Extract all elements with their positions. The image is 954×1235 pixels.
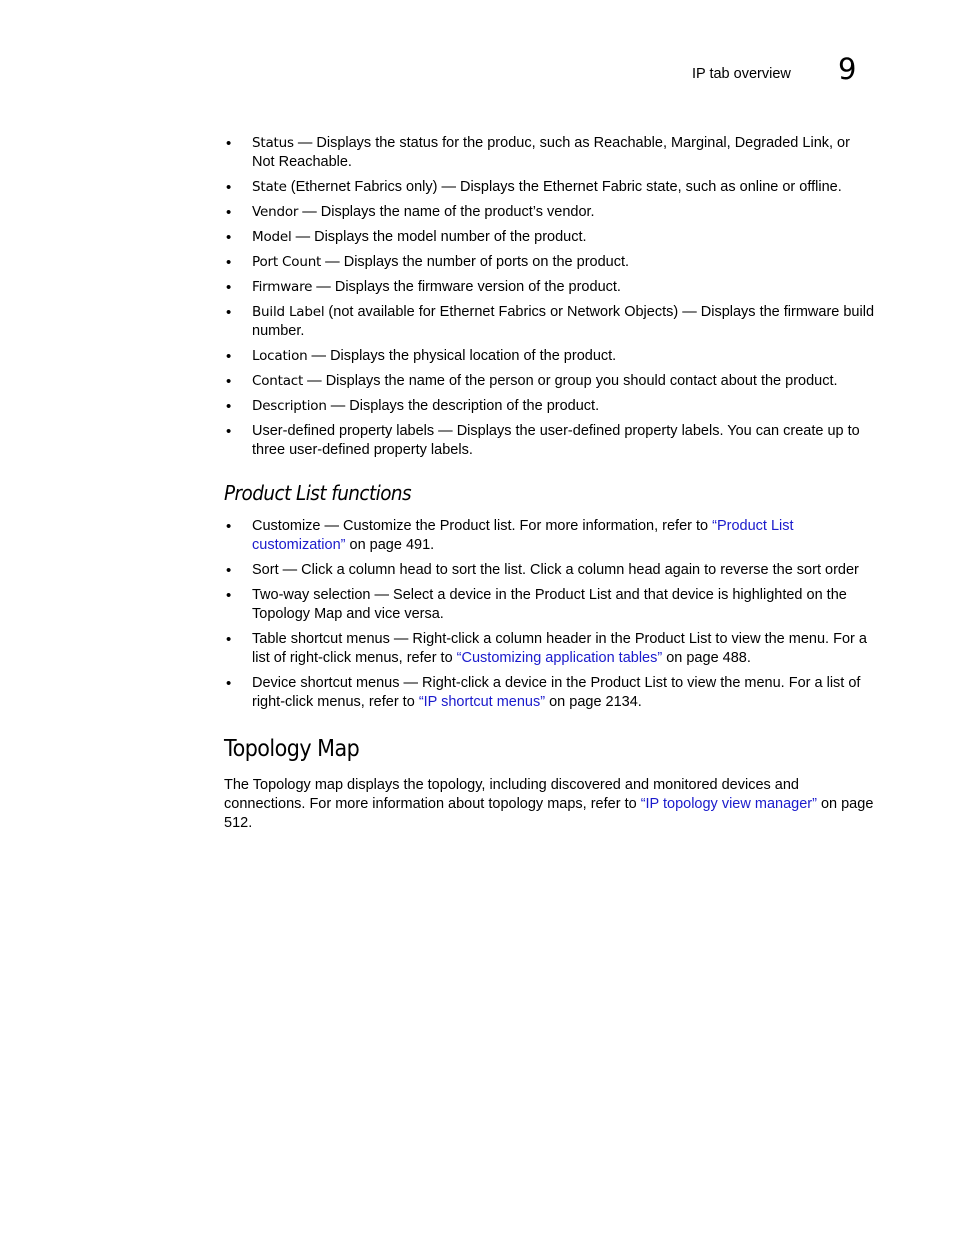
customizing-application-tables-link[interactable]: “Customizing application tables” <box>456 650 663 666</box>
list-item: • Firmware — Displays the firmware version of the product. <box>224 278 874 297</box>
list-item: • Contact — Displays the name of the person or group you should contact about the product. <box>224 372 874 391</box>
ip-shortcut-menus-link[interactable]: “IP shortcut menus” <box>418 694 546 710</box>
list-item: • Location — Displays the physical location of the product. <box>224 347 874 366</box>
list-item: • Build Label (not available for Ethernet Fabrics or Network Objects) — Displays the firmware build number. <box>224 303 874 341</box>
product-list-customization-link[interactable]: “Product List customization” <box>252 518 794 553</box>
column-list <box>224 134 874 460</box>
list-item: • Port Count — Displays the number of ports on the product. <box>224 253 874 272</box>
product-list-functions-heading: Product List functions <box>224 481 412 505</box>
list-item: • Device shortcut menus — Right-click a device in the Product List to view the menu. For a list of right-click menus, refer to “IP shortcut menus” on page 2134. <box>224 674 874 712</box>
ip-topology-view-manager-link[interactable]: “IP topology view manager” <box>640 796 817 812</box>
functions-list <box>224 517 874 712</box>
list-item: • Two-way selection — Select a device in the Product List and that device is highlighted on the Topology Map and vice versa. <box>224 586 874 624</box>
list-item: • Sort — Click a column head to sort the list. Click a column head again to reverse the sort order <box>224 561 874 580</box>
list-item: • User-defined property labels — Displays the user-defined property labels. You can create up to three user-defined property labels. <box>224 422 874 460</box>
list-item: • Status — Displays the status for the produc, such as Reachable, Marginal, Degraded Link, or Not Reachable. <box>224 134 874 172</box>
topology-map-heading: Topology Map <box>224 736 360 762</box>
list-item: • State (Ethernet Fabrics only) — Displays the Ethernet Fabric state, such as online or offline. <box>224 178 874 197</box>
header-section-title: IP tab overview <box>692 66 791 82</box>
list-item: • Customize — Customize the Product list. For more information, refer to “Product List customization” on page 491. <box>224 517 874 555</box>
list-item: • Table shortcut menus — Right-click a column header in the Product List to view the menu. For a list of right-click menus, refer to “Customizing application tables” on page 488. <box>224 630 874 668</box>
list-item: • Description — Displays the description of the product. <box>224 397 874 416</box>
page-content <box>224 134 874 833</box>
list-item: • Vendor — Displays the name of the product’s vendor. <box>224 203 874 222</box>
list-item: • Model — Displays the model number of the product. <box>224 228 874 247</box>
topology-paragraph: The Topology map displays the topology, including discovered and monitored devices and connections. For more information about topology maps, refer to “IP topology view manager” on page 512. <box>224 777 874 831</box>
chapter-number: 9 <box>838 52 857 86</box>
